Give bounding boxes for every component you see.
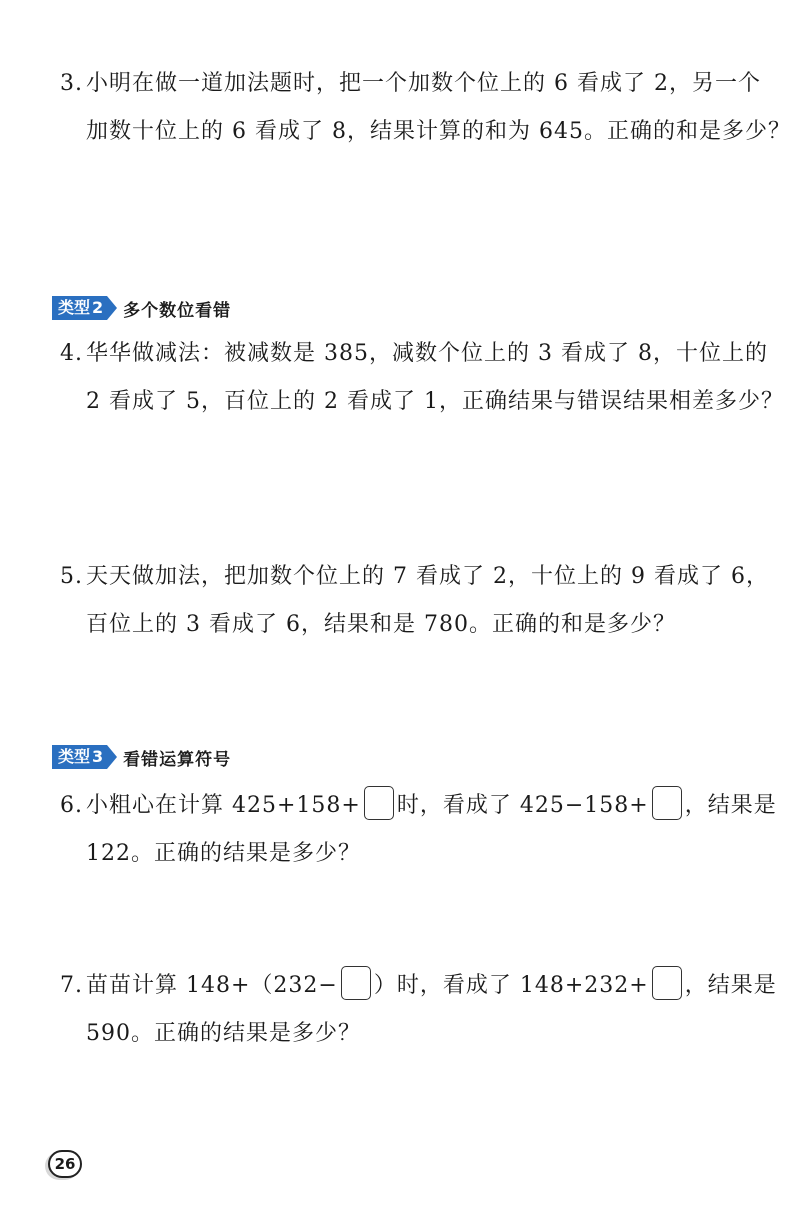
problem-number: 5. bbox=[60, 564, 83, 589]
problem-3 bbox=[60, 60, 791, 156]
page-number-badge bbox=[48, 1150, 82, 1178]
problem-5-line-1: 5. 天天做加法，把加数个位上的 7 看成了 2，十位上的 9 看成了 6， bbox=[60, 553, 760, 601]
problem-7 bbox=[60, 962, 777, 1058]
problem-4 bbox=[60, 330, 784, 426]
problem-3-line-2: 加数十位上的 6 看成了 8，结果计算的和为 645。正确的和是多少？ bbox=[86, 119, 791, 144]
section-header-type-3 bbox=[52, 745, 231, 769]
section-title: 看错运算符号 bbox=[123, 749, 232, 770]
problem-6 bbox=[60, 782, 777, 878]
problem-7-line-2: 590。正确的结果是多少？ bbox=[86, 1021, 361, 1046]
section-header-type-2 bbox=[52, 296, 231, 320]
problem-6-line-2: 122。正确的结果是多少？ bbox=[86, 841, 361, 866]
problem-5-line-2: 百位上的 3 看成了 6，结果和是 780。正确的和是多少？ bbox=[86, 612, 676, 637]
problem-5 bbox=[60, 553, 769, 649]
problem-number: 4. bbox=[60, 341, 83, 366]
problem-number: 3. bbox=[60, 71, 83, 96]
blank-box[interactable] bbox=[364, 786, 394, 820]
page-number: 26 bbox=[54, 1155, 76, 1173]
blank-box[interactable] bbox=[341, 966, 371, 1000]
problem-6-line-1: 6. 小粗心在计算 425+158+ 时，看成了 425−158+ ，结果是 bbox=[60, 782, 760, 830]
problem-4-line-2: 2 看成了 5，百位上的 2 看成了 1，正确结果与错误结果相差多少？ bbox=[86, 389, 784, 414]
problem-4-line-1: 4. 华华做减法：被减数是 385，减数个位上的 3 看成了 8，十位上的 bbox=[60, 330, 760, 378]
problem-7-line-1: 7. 苗苗计算 148+（232− ）时，看成了 148+232+ ，结果是 bbox=[60, 962, 760, 1010]
blank-box[interactable] bbox=[652, 786, 682, 820]
blank-box[interactable] bbox=[652, 966, 682, 1000]
section-badge: 类型 2 bbox=[52, 296, 107, 320]
problem-number: 7. bbox=[60, 973, 83, 998]
section-title: 多个数位看错 bbox=[123, 300, 232, 321]
problem-3-line-1: 3. 小明在做一道加法题时，把一个加数个位上的 6 看成了 2，另一个 bbox=[60, 60, 760, 108]
section-badge: 类型 3 bbox=[52, 745, 107, 769]
problem-number: 6. bbox=[60, 793, 83, 818]
